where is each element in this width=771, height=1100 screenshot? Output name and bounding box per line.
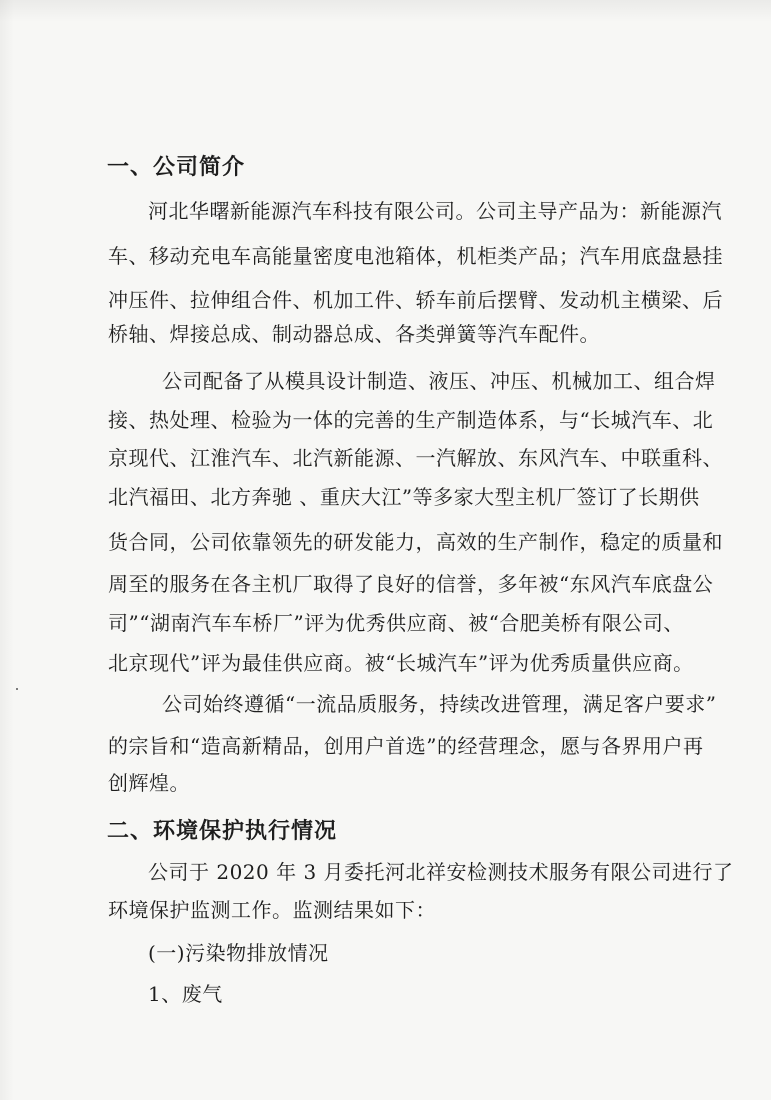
section2-para1-line2: 环境保护监测工作。监测结果如下： <box>108 898 436 922</box>
section1-para1-line3: 冲压件、拉伸组合件、机加工件、轿车前后摆臂、发动机主横梁、后 <box>108 288 723 312</box>
section1-para2-line6: 周至的服务在各主机厂取得了良好的信誉，多年被“东风汽车底盘公 <box>108 572 714 596</box>
section1-para1-line2: 车、移动充电车高能量密度电池箱体，机柜类产品；汽车用底盘悬挂 <box>108 244 723 268</box>
section1-para2-line3: 京现代、江淮汽车、北汽新能源、一汽解放、东风汽车、中联重科、 <box>108 446 723 470</box>
section1-para1-line1: 河北华曙新能源汽车科技有限公司。公司主导产品为：新能源汽 <box>148 199 722 223</box>
section1-para2-line5: 货合同，公司依靠领先的研发能力，高效的生产制作，稳定的质量和 <box>108 530 723 554</box>
section1-para2-line1: 公司配备了从模具设计制造、液压、冲压、机械加工、组合焊 <box>162 369 716 393</box>
section2-item1: 1、废气 <box>148 982 223 1006</box>
section1-para2-line2: 接、热处理、检验为一体的完善的生产制造体系，与“长城汽车、北 <box>108 408 714 432</box>
section2-subheading: (一)污染物排放情况 <box>148 941 329 965</box>
section1-para3-line2: 的宗旨和“造高新精品，创用户首选”的经营理念，愿与各界用户再 <box>108 734 704 758</box>
section1-para3-line3: 创辉煌。 <box>108 771 190 795</box>
section1-para2-line4: 北汽福田、北方奔驰 、重庆大江”等多家大型主机厂签订了长期供 <box>108 485 700 509</box>
section2-para1-line1: 公司于 2020 年 3 月委托河北祥安检测技术服务有限公司进行了 <box>148 860 734 884</box>
section1-para3-line1: 公司始终遵循“一流品质服务，持续改进管理，满足客户要求” <box>162 692 717 716</box>
section1-heading: 一、公司简介 <box>107 154 246 180</box>
section2-heading: 二、环境保护执行情况 <box>107 818 338 844</box>
section1-para2-line7: 司”“湖南汽车车桥厂”评为优秀供应商、被“合肥美桥有限公司、 <box>108 611 684 635</box>
section1-para2-line8: 北京现代”评为最佳供应商。被“长城汽车”评为优秀质量供应商。 <box>108 651 694 675</box>
section1-para1-line4: 桥轴、焊接总成、制动器总成、各类弹簧等汽车配件。 <box>108 322 600 346</box>
